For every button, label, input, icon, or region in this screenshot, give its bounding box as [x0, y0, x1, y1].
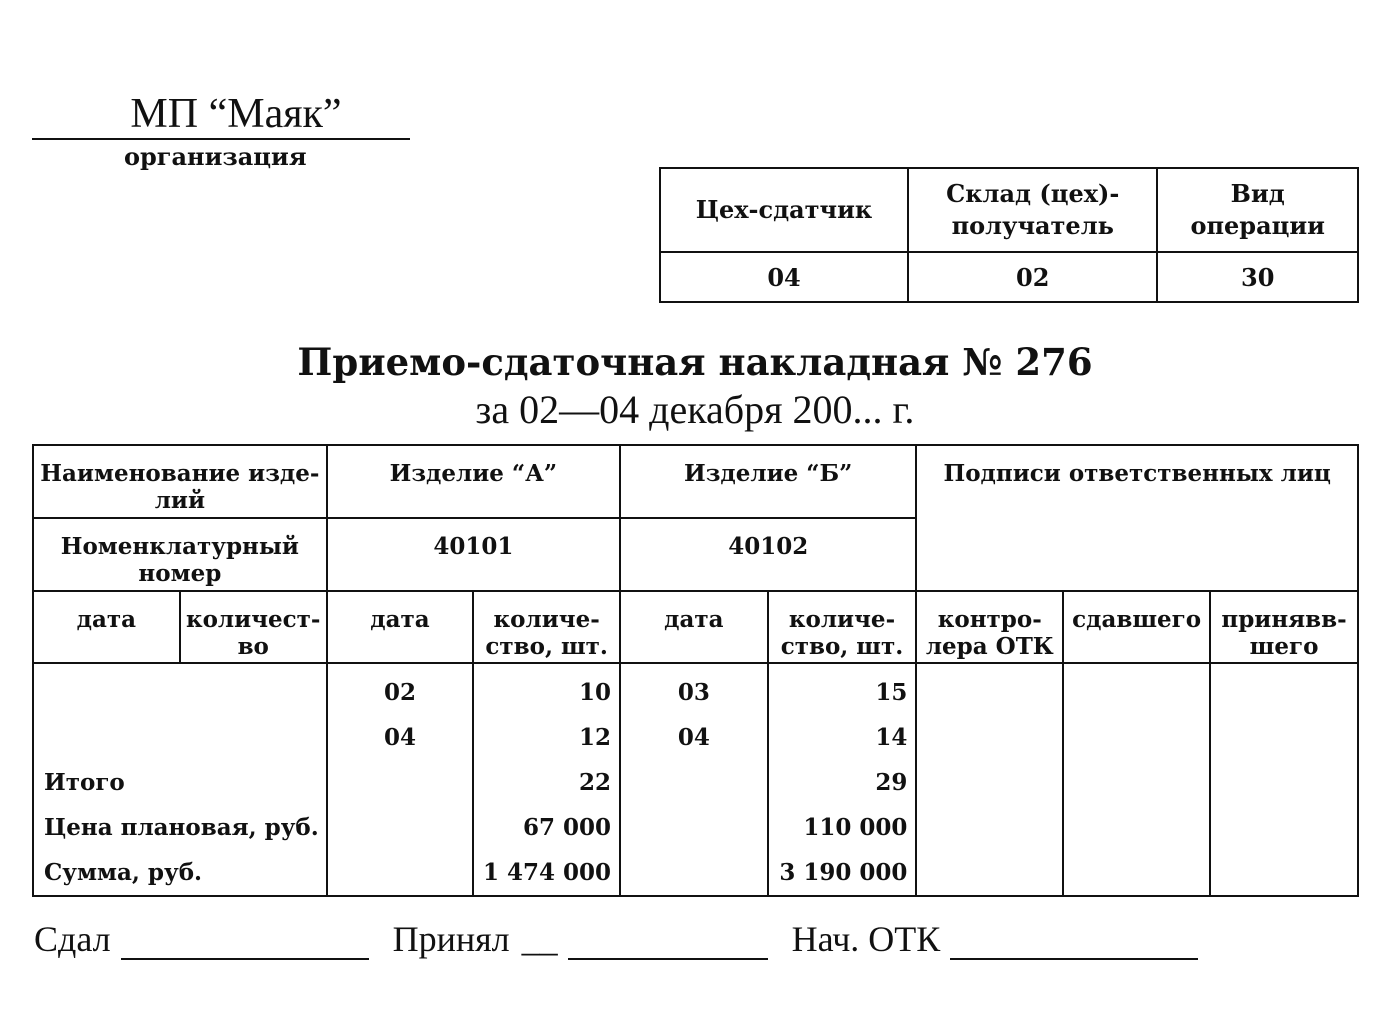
- row-sign-handed: [1063, 663, 1210, 715]
- received-label: Принял: [392, 919, 510, 959]
- nomenclature-a: 40101: [327, 518, 620, 591]
- row-label: Итого: [33, 760, 327, 805]
- table-row: [33, 850, 1358, 896]
- row-sign-received: [1210, 850, 1358, 896]
- row-sign-received: [1210, 663, 1358, 715]
- product-b-header: Изделие “Б”: [620, 445, 916, 518]
- col-date: дата: [33, 591, 180, 663]
- row-date-a: [327, 760, 474, 805]
- col-handed: сдавшего: [1063, 591, 1210, 663]
- document-title: Приемо-сдаточная накладная № 276: [297, 340, 1093, 384]
- row-qty-a: 1 474 000: [473, 850, 620, 896]
- row-sign-handed: [1063, 760, 1210, 805]
- col-received: принявв- шего: [1210, 591, 1358, 663]
- row-sign-handed: [1063, 850, 1210, 896]
- row-qty-a: 67 000: [473, 805, 620, 850]
- codes-header-row: [660, 168, 1358, 252]
- signature-block: [34, 918, 1374, 960]
- row-date-a: [327, 850, 474, 896]
- received-prefix: __: [521, 919, 558, 959]
- received-signature-line[interactable]: [568, 924, 768, 960]
- row-qty-b: 15: [768, 663, 917, 715]
- main-table: [32, 444, 1359, 897]
- value-operation-type: 30: [1157, 252, 1358, 302]
- col-qty: количест- во: [180, 591, 327, 663]
- row-date-b: [620, 805, 768, 850]
- row-qty-a: 22: [473, 760, 620, 805]
- row-label: Сумма, руб.: [33, 850, 327, 896]
- columns-header-row: [33, 591, 1358, 663]
- organization-name: МП “Маяк”: [32, 90, 410, 140]
- row-qty-a: 10: [473, 663, 620, 715]
- codes-table: [659, 167, 1359, 303]
- col-date-a: дата: [327, 591, 474, 663]
- row-date-b: [620, 850, 768, 896]
- row-label: [33, 715, 327, 760]
- row-date-a: [327, 805, 474, 850]
- row-sign-handed: [1063, 805, 1210, 850]
- handed-signature-line[interactable]: [121, 924, 369, 960]
- header-operation-type: Вид операции: [1157, 168, 1358, 252]
- row-sign-otk: [916, 805, 1063, 850]
- product-row: [33, 445, 1358, 518]
- header-shop-sender: Цех-сдатчик: [660, 168, 908, 252]
- row-qty-b: 110 000: [768, 805, 917, 850]
- document-period: за 02—04 декабря 200... г.: [475, 387, 915, 432]
- row-sign-otk: [916, 760, 1063, 805]
- product-a-header: Изделие “А”: [327, 445, 620, 518]
- handed-label: Сдал: [34, 919, 111, 959]
- row-date-a: 04: [327, 715, 474, 760]
- row-date-b: 04: [620, 715, 768, 760]
- value-warehouse-receiver: 02: [908, 252, 1157, 302]
- row-sign-received: [1210, 805, 1358, 850]
- col-qty-a: количе- ство, шт.: [473, 591, 620, 663]
- table-row: [33, 663, 1358, 715]
- nomenclature-b: 40102: [620, 518, 916, 591]
- signatures-header: Подписи ответственных лиц: [916, 445, 1358, 591]
- row-date-b: [620, 760, 768, 805]
- row-date-b: 03: [620, 663, 768, 715]
- header-warehouse-receiver: Склад (цех)- получатель: [908, 168, 1157, 252]
- nomenclature-label: Номенклатурный номер: [33, 518, 327, 591]
- col-date-b: дата: [620, 591, 768, 663]
- table-row: [33, 760, 1358, 805]
- otk-head-label: Нач. ОТК: [791, 919, 941, 959]
- product-name-label: Наименование изде- лий: [33, 445, 327, 518]
- col-otk-controller: контро- лера ОТК: [916, 591, 1063, 663]
- row-qty-b: 3 190 000: [768, 850, 917, 896]
- row-date-a: 02: [327, 663, 474, 715]
- codes-value-row: [660, 252, 1358, 302]
- row-label: Цена плановая, руб.: [33, 805, 327, 850]
- organization-caption: организация: [124, 142, 307, 171]
- row-sign-otk: [916, 850, 1063, 896]
- row-qty-b: 29: [768, 760, 917, 805]
- value-shop-sender: 04: [660, 252, 908, 302]
- row-qty-a: 12: [473, 715, 620, 760]
- table-row: [33, 805, 1358, 850]
- col-qty-b: количе- ство, шт.: [768, 591, 917, 663]
- row-sign-received: [1210, 760, 1358, 805]
- row-sign-handed: [1063, 715, 1210, 760]
- row-sign-otk: [916, 715, 1063, 760]
- table-row: [33, 715, 1358, 760]
- row-label: [33, 663, 327, 715]
- row-sign-otk: [916, 663, 1063, 715]
- row-qty-b: 14: [768, 715, 917, 760]
- organization-block: [32, 90, 410, 171]
- otk-head-signature-line[interactable]: [950, 924, 1198, 960]
- row-sign-received: [1210, 715, 1358, 760]
